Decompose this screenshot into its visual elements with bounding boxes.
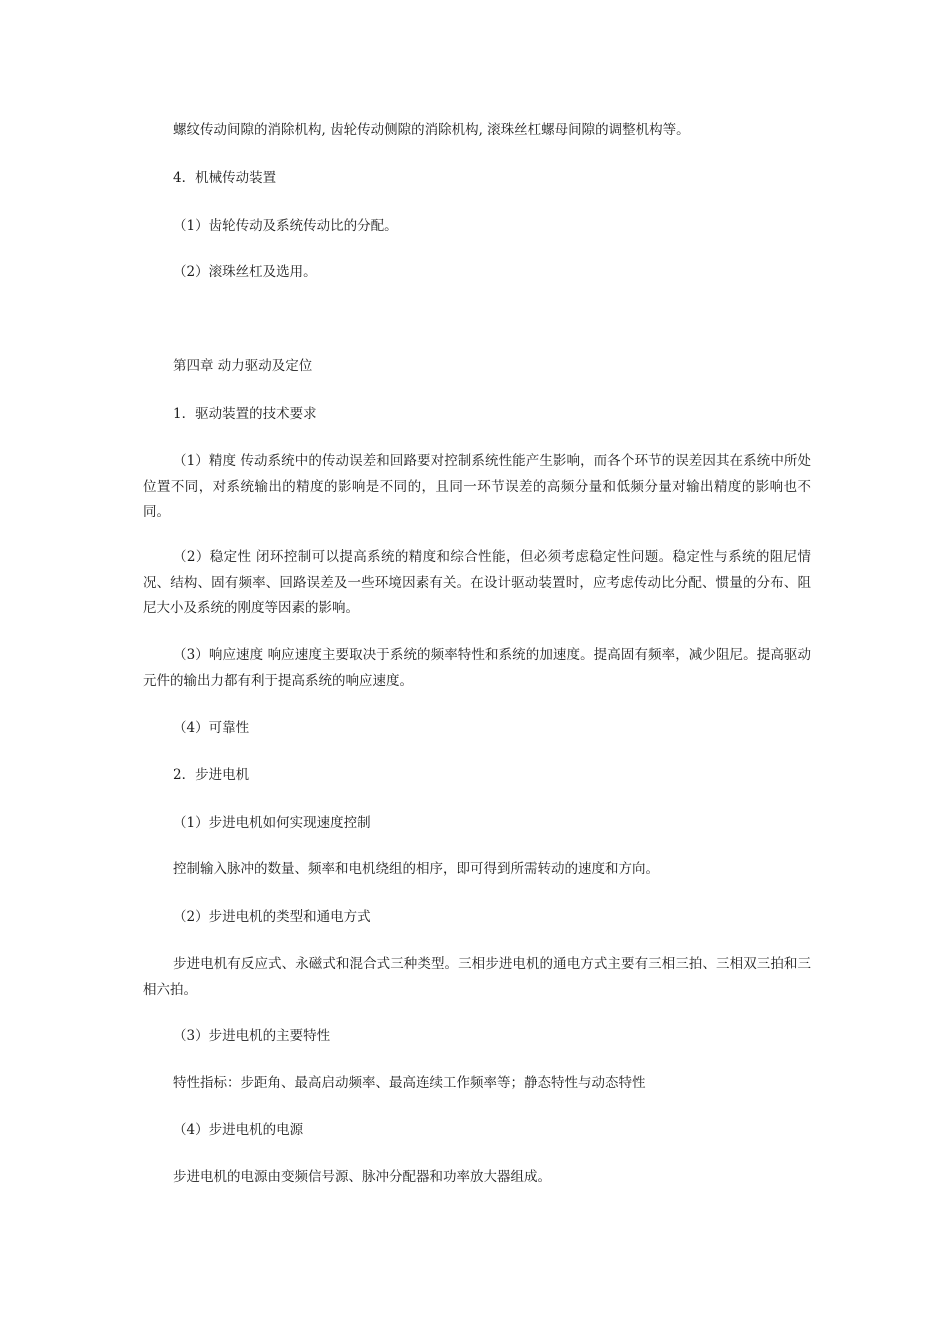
list-item: （4）可靠性: [173, 720, 250, 736]
text-line: 螺纹传动间隙的消除机构, 齿轮传动侧隙的消除机构, 滚珠丝杠螺母间隙的调整机构等。: [173, 122, 690, 138]
text-line: 步进电机的电源由变频信号源、脉冲分配器和功率放大器组成。: [173, 1169, 551, 1185]
section-heading: 2．步进电机: [173, 767, 250, 783]
section-heading: 4．机械传动装置: [173, 170, 277, 186]
paragraph-precision: （1）精度 传动系统中的传动误差和回路要对控制系统性能产生影响，而各个环节的误差因其在系统中所处位置不同，对系统输出的精度的影响是不同的，且同一环节误差的高频分量和低频分量对输出精度的影响也不同。: [143, 453, 811, 520]
paragraph-motor-types: 步进电机有反应式、永磁式和混合式三种类型。三相步进电机的通电方式主要有三相三拍、三相双三拍和三相六拍。: [143, 956, 811, 998]
list-item: （1）齿轮传动及系统传动比的分配。: [173, 218, 398, 234]
section-heading: 1．驱动装置的技术要求: [173, 406, 317, 422]
text-line: 控制输入脉冲的数量、频率和电机绕组的相序，即可得到所需转动的速度和方向。: [173, 861, 659, 877]
list-item: （1）步进电机如何实现速度控制: [173, 815, 371, 831]
list-item: （4）步进电机的电源: [173, 1122, 304, 1138]
text-line: 特性指标：步距角、最高启动频率、最高连续工作频率等；静态特性与动态特性: [173, 1075, 646, 1091]
chapter-heading: 第四章 动力驱动及定位: [173, 358, 313, 374]
paragraph-stability: （2）稳定性 闭环控制可以提高系统的精度和综合性能，但必须考虑稳定性问题。稳定性与系统的阻尼情况、结构、固有频率、回路误差及一些环境因素有关。在设计驱动装置时，应考虑传动比分配、惯量的分布、阻尼大小及系统的刚度等因素的影响。: [143, 549, 811, 616]
paragraph-response-speed: （3）响应速度 响应速度主要取决于系统的频率特性和系统的加速度。提高固有频率，减少阻尼。提高驱动元件的输出力都有利于提高系统的响应速度。: [143, 647, 811, 689]
list-item: （3）步进电机的主要特性: [173, 1028, 331, 1044]
list-item: （2）步进电机的类型和通电方式: [173, 909, 371, 925]
list-item: （2）滚珠丝杠及选用。: [173, 264, 317, 280]
